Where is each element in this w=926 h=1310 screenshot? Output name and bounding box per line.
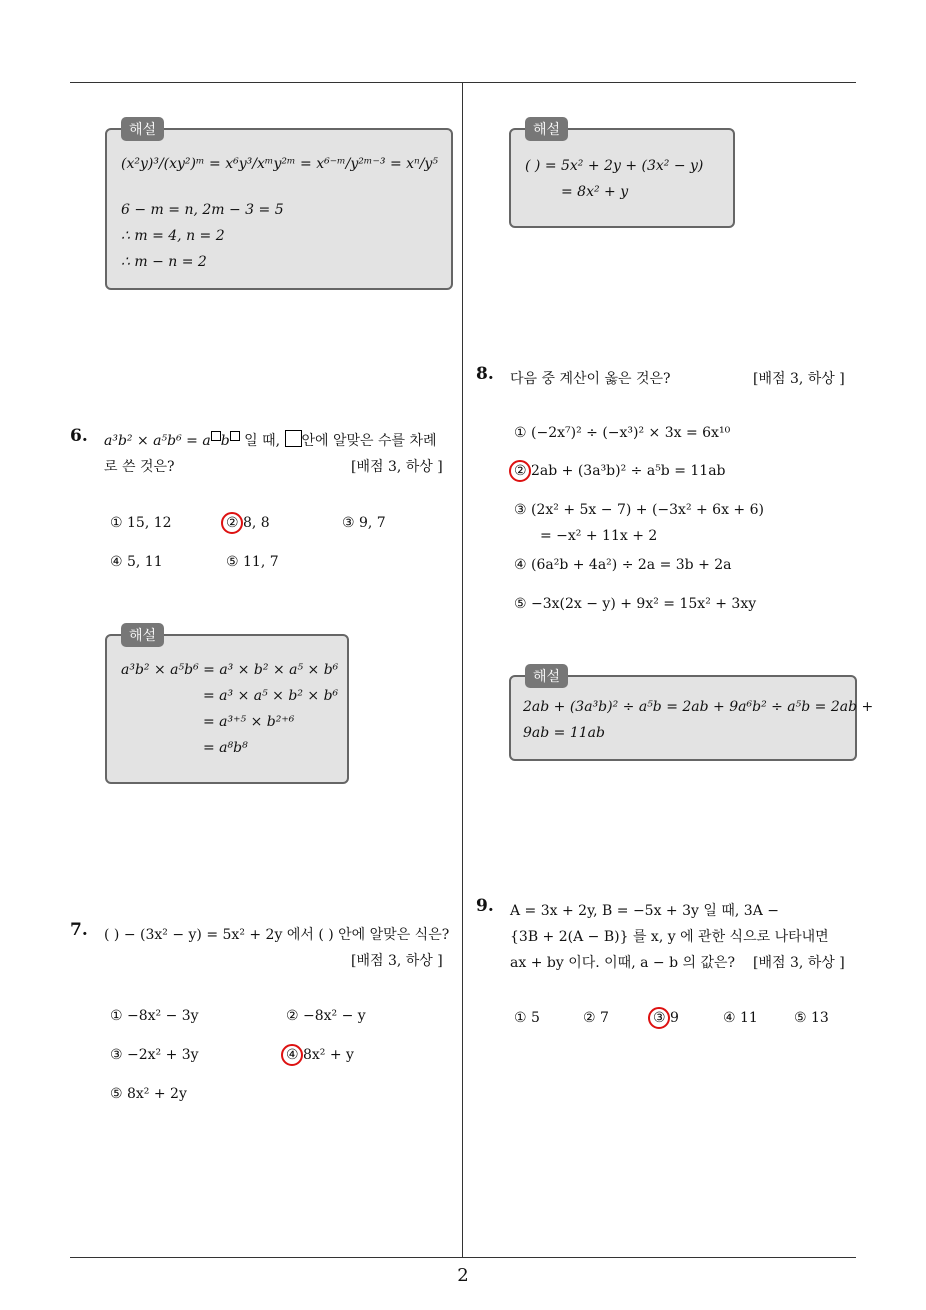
solution-line: 6 − m = n, 2m − 3 = 5	[121, 202, 284, 218]
solution-line: = a³ × a⁵ × b² × b⁶	[203, 688, 339, 704]
q9-option-5[interactable]: ⑤ 13	[794, 1010, 829, 1026]
q6-when: 일 때,	[239, 433, 281, 449]
q8-option-3[interactable]: ③ (2x² + 5x − 7) + (−3x² + 6x + 6)	[514, 502, 764, 518]
solution-tag: 해설	[525, 664, 568, 688]
q6-expr-b: b	[220, 433, 230, 449]
answer-mark-circle	[509, 460, 531, 482]
solution-line: = a⁸b⁸	[203, 740, 248, 756]
solution-box-6	[105, 628, 349, 784]
q8-option-3-cont: = −x² + 11x + 2	[540, 528, 658, 544]
q7-option-3[interactable]: ③ −2x² + 3y	[110, 1047, 199, 1063]
solution-box-8	[509, 669, 874, 761]
q6-option-1[interactable]: ① 15, 12	[110, 515, 172, 531]
q9-option-3[interactable]: ③ 9	[653, 1010, 679, 1026]
q9-option-4[interactable]: ④ 11	[723, 1010, 758, 1026]
question-9-stem-line3: ax + by 이다. 이때, a − b 의 값은?	[510, 955, 736, 971]
solution-line: 2ab + (3a³b)² ÷ a⁵b = 2ab + 9a⁶b² ÷ a⁵b = 2ab +	[523, 699, 874, 715]
solution-tag: 해설	[121, 623, 164, 647]
answer-mark-circle	[648, 1007, 670, 1029]
q7-option-1[interactable]: ① −8x² − 3y	[110, 1008, 199, 1024]
solution-line: 9ab = 11ab	[523, 725, 605, 741]
solution-line: = a³⁺⁵ × b²⁺⁶	[203, 714, 295, 730]
bottom-rule	[70, 1257, 856, 1258]
solution-line: ( ) = 5x² + 2y + (3x² − y)	[525, 158, 704, 174]
q6-rest: 안에 알맞은 수를 차례	[301, 433, 437, 449]
question-9-meta: [배점 3, 하상 ]	[753, 955, 845, 971]
question-9-stem-line2: {3B + 2(A − B)} 를 x, y 에 관한 식으로 나타내면	[510, 929, 829, 945]
solution-line: ∴ m = 4, n = 2	[121, 228, 225, 244]
question-6-meta: [배점 3, 하상 ]	[351, 459, 443, 475]
q6-expr: a³b² × a⁵b⁶ = a	[104, 433, 211, 449]
solution-line: ∴ m − n = 2	[121, 254, 207, 270]
top-rule	[70, 82, 856, 83]
question-number-9: 9.	[476, 896, 494, 916]
question-number-8: 8.	[476, 364, 494, 384]
q8-option-4[interactable]: ④ (6a²b + 4a²) ÷ 2a = 3b + 2a	[514, 557, 732, 573]
blank-box	[230, 431, 240, 441]
question-7-stem: ( ) − (3x² − y) = 5x² + 2y 에서 ( ) 안에 알맞은 식은?	[104, 927, 450, 943]
question-9-stem-line1: A = 3x + 2y, B = −5x + 3y 일 때, 3A −	[510, 903, 779, 919]
solution-line: (x²y)³/(xy²)ᵐ = x⁶y³/xᵐy²ᵐ = x⁶⁻ᵐ/y²ᵐ⁻³ = xⁿ/y⁵	[121, 156, 438, 172]
q6-option-4[interactable]: ④ 5, 11	[110, 554, 163, 570]
q7-option-5[interactable]: ⑤ 8x² + 2y	[110, 1086, 187, 1102]
answer-mark-circle	[281, 1044, 303, 1066]
q8-option-5[interactable]: ⑤ −3x(2x − y) + 9x² = 15x² + 3xy	[514, 596, 757, 612]
q6-option-5[interactable]: ⑤ 11, 7	[226, 554, 279, 570]
question-6-stem-line2: 로 쓴 것은?	[104, 459, 175, 475]
question-8-meta: [배점 3, 하상 ]	[753, 371, 845, 387]
solution-box-7	[509, 122, 735, 228]
question-7-meta: [배점 3, 하상 ]	[351, 953, 443, 969]
q7-option-2[interactable]: ② −8x² − y	[286, 1008, 366, 1024]
solution-tag: 해설	[525, 117, 568, 141]
answer-mark-circle	[221, 512, 243, 534]
solution-tag: 해설	[121, 117, 164, 141]
page-number: 2	[457, 1265, 469, 1286]
q8-option-1[interactable]: ① (−2x⁷)² ÷ (−x³)² × 3x = 6x¹⁰	[514, 425, 731, 441]
q8-option-2[interactable]: ② 2ab + (3a³b)² ÷ a⁵b = 11ab	[514, 463, 726, 479]
q6-option-3[interactable]: ③ 9, 7	[342, 515, 386, 531]
solution-line: = 8x² + y	[561, 184, 629, 200]
question-6-stem	[104, 430, 437, 450]
question-8-stem: 다음 중 계산이 옳은 것은?	[510, 371, 671, 387]
q9-option-2[interactable]: ② 7	[583, 1010, 609, 1026]
blank-box	[211, 431, 221, 441]
question-number-7: 7.	[70, 920, 88, 940]
column-divider	[462, 82, 463, 1257]
blank-box	[285, 430, 302, 447]
solution-line: a³b² × a⁵b⁶ = a³ × b² × a⁵ × b⁶	[121, 662, 339, 678]
q9-option-1[interactable]: ① 5	[514, 1010, 540, 1026]
solution-box-5	[105, 122, 453, 290]
q6-option-2[interactable]: ② 8, 8	[226, 515, 270, 531]
q7-option-4[interactable]: ④ 8x² + y	[286, 1047, 354, 1063]
question-number-6: 6.	[70, 426, 88, 446]
